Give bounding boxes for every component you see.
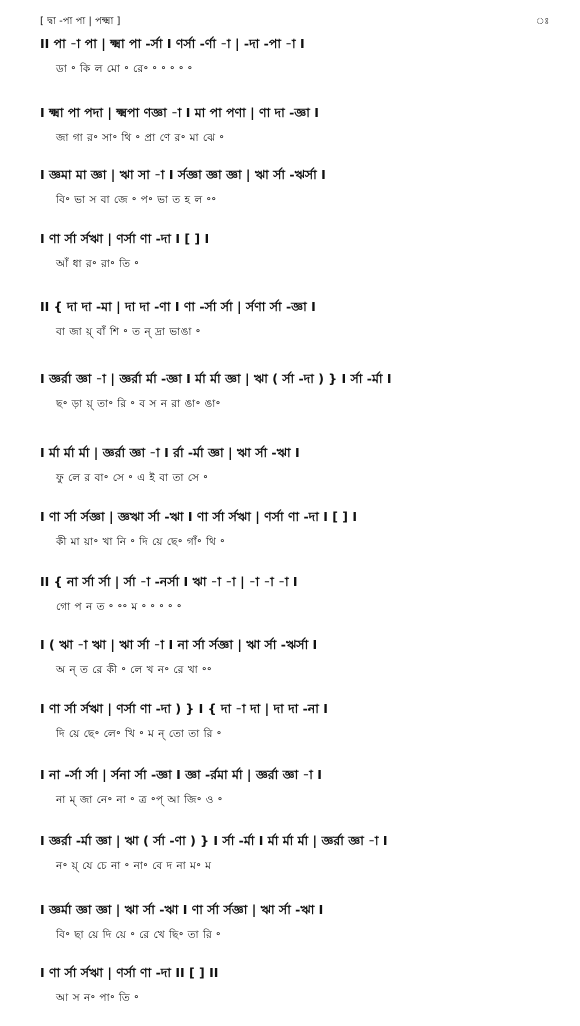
- lyric-line: বা জা য়্ বাঁ শি ॰ ত ন্ দ্রা ভাঙা ॰: [56, 326, 201, 338]
- swara-line: I না -র্সা র্সা | র্সনা র্সা -জ্ঞা I জ্ঞা -র্রমা র্মা | জ্ঞর্রা জ্ঞা -া I: [40, 767, 322, 782]
- notation-block: [40, 832, 550, 874]
- swara-line: I জ্ঞর্রা জ্ঞা -া | জ্ঞর্রা র্মা -জ্ঞা I র্মা র্মা জ্ঞা | ঋা ( র্সা -দা ) } I র্সা -র্মা I: [40, 371, 392, 386]
- swara-line: I র্মা র্মা র্মা | জ্ঞর্রা জ্ঞা -া I র্রা -র্মা জ্ঞা | ঋা র্সা -ঋা I: [40, 445, 300, 460]
- lyric-line: ন॰ য়্ যে চে না ॰ না॰ বে দ না ম॰ ম: [56, 860, 212, 872]
- lyric-line: ডা ॰ কি ল মো ॰ রে॰ ॰ ॰ ॰ ॰ ॰: [56, 63, 193, 75]
- notation-block: [40, 370, 550, 412]
- lyric-line: অ ন্ ত রে কী ॰ লে খ ন॰ রে খা ॰॰: [56, 664, 212, 676]
- header-mark: ঃ: [536, 17, 550, 27]
- notation-block: [40, 166, 550, 208]
- lyric-line: ফু লে র বা॰ সে ॰ এ ই বা তা সে ॰: [56, 472, 209, 484]
- swara-line: I জ্ঞমা মা জ্ঞা | ঋা সা -া I র্সজ্ঞা জ্ঞা জ্ঞা | ঋা র্সা -ঋর্সা I: [40, 167, 326, 182]
- notation-block: [40, 104, 550, 146]
- lyric-line: বি॰ ভা স বা জে ॰ প॰ ভা ত হ ল ॰॰: [56, 194, 217, 206]
- notation-block: [40, 573, 550, 615]
- notation-block: [40, 766, 550, 808]
- swara-line: I ণা র্সা র্সজ্ঞা | জ্ঞঋা র্সা -ঋা I ণা র্সা র্সঋা | ণর্সা ণা -দা I [ ] I: [40, 509, 358, 524]
- swara-line: II { না র্সা র্সা | র্সা -া -নর্সা I ঋা -া -া | -া -া -া I: [40, 574, 298, 589]
- swara-line: II { দা দা -মা | দা দা -ণা I ণা -র্সা র্সা | র্সণা র্সা -জ্ঞা I: [40, 299, 316, 314]
- lyric-line: বি॰ ছা য়ে দি য়ে ॰ রে খে ছি॰ তা রি ॰: [56, 929, 222, 941]
- lyric-line: না ম্ জা নে॰ না ॰ ত্র ॰প্ আ জি॰ ও ॰: [56, 794, 223, 806]
- swara-line: II পা -া পা | ক্ষ্মা পা -র্সা I ণর্সা -র্ণা -া | -দা -পা -া I: [40, 36, 305, 51]
- lyric-line: গো প ন ত ॰ ॰॰ ম ॰ ॰ ॰ ॰ ॰: [56, 601, 182, 613]
- notation-block: [40, 508, 550, 550]
- notation-block: [40, 298, 550, 340]
- lyric-line: ছ॰ ড়া য়্ তা॰ রি ॰ ব স ন রা ঙা॰ ঙা॰: [56, 398, 221, 410]
- swara-line: I ণা র্সা র্সঋা | ণর্সা ণা -দা II [ ] II: [40, 965, 219, 980]
- notation-block: [40, 636, 550, 678]
- lyric-line: জা গা র॰ সা॰ থি ॰ প্রা ণে র॰ মা ঝে ॰: [56, 132, 225, 144]
- lyric-line: দি য়ে ছে॰ লে॰ খি ॰ ম ন্ তো তা রি ॰: [56, 728, 222, 740]
- notation-block: [40, 35, 550, 77]
- notation-block: [40, 964, 550, 1006]
- notation-block: [40, 700, 550, 742]
- swara-line: I ণা র্সা র্সঋা | ণর্সা ণা -দা ) } I { দা -া দা | দা দা -না I: [40, 701, 328, 716]
- notation-block: [40, 901, 550, 943]
- notation-block: [40, 230, 550, 272]
- swara-line: I ( ঋা -া ঋা | ঋা র্সা -া I না র্সা র্সজ্ঞা | ঋা র্সা -ঋর্সা I: [40, 637, 318, 652]
- lyric-line: আঁ ধা র॰ রা॰ তি ॰: [56, 258, 140, 270]
- swara-line: I জ্ঞর্মা জ্ঞা জ্ঞা | ঋা র্সা -ঋা I ণা র্সা র্সজ্ঞা | ঋা র্সা -ঋা I: [40, 902, 324, 917]
- lyric-line: কী মা য়া॰ খা নি ॰ দি য়ে ছে॰ গাঁ॰ থি ॰: [56, 536, 226, 548]
- swara-line: I ক্ষ্মা পা পদা | ক্ষ্মপা ণজ্ঞা -া I মা পা পণা | ণা দা -জ্ঞা I: [40, 105, 319, 120]
- header-notation: [ দ্বা -পা পা | পক্ষ্মা ]: [40, 16, 121, 27]
- notation-block: [40, 444, 550, 486]
- swara-line: I ণা র্সা র্সঋা | ণর্সা ণা -দা I [ ] I: [40, 231, 210, 246]
- swara-line: I জ্ঞর্রা -র্মা জ্ঞা | ঋা ( র্সা -ণা ) } I র্সা -র্মা I র্মা র্মা র্মা | জ্ঞর্রা জ্ঞা -া I: [40, 833, 388, 848]
- lyric-line: আ স ন॰ পা॰ তি ॰: [56, 992, 140, 1004]
